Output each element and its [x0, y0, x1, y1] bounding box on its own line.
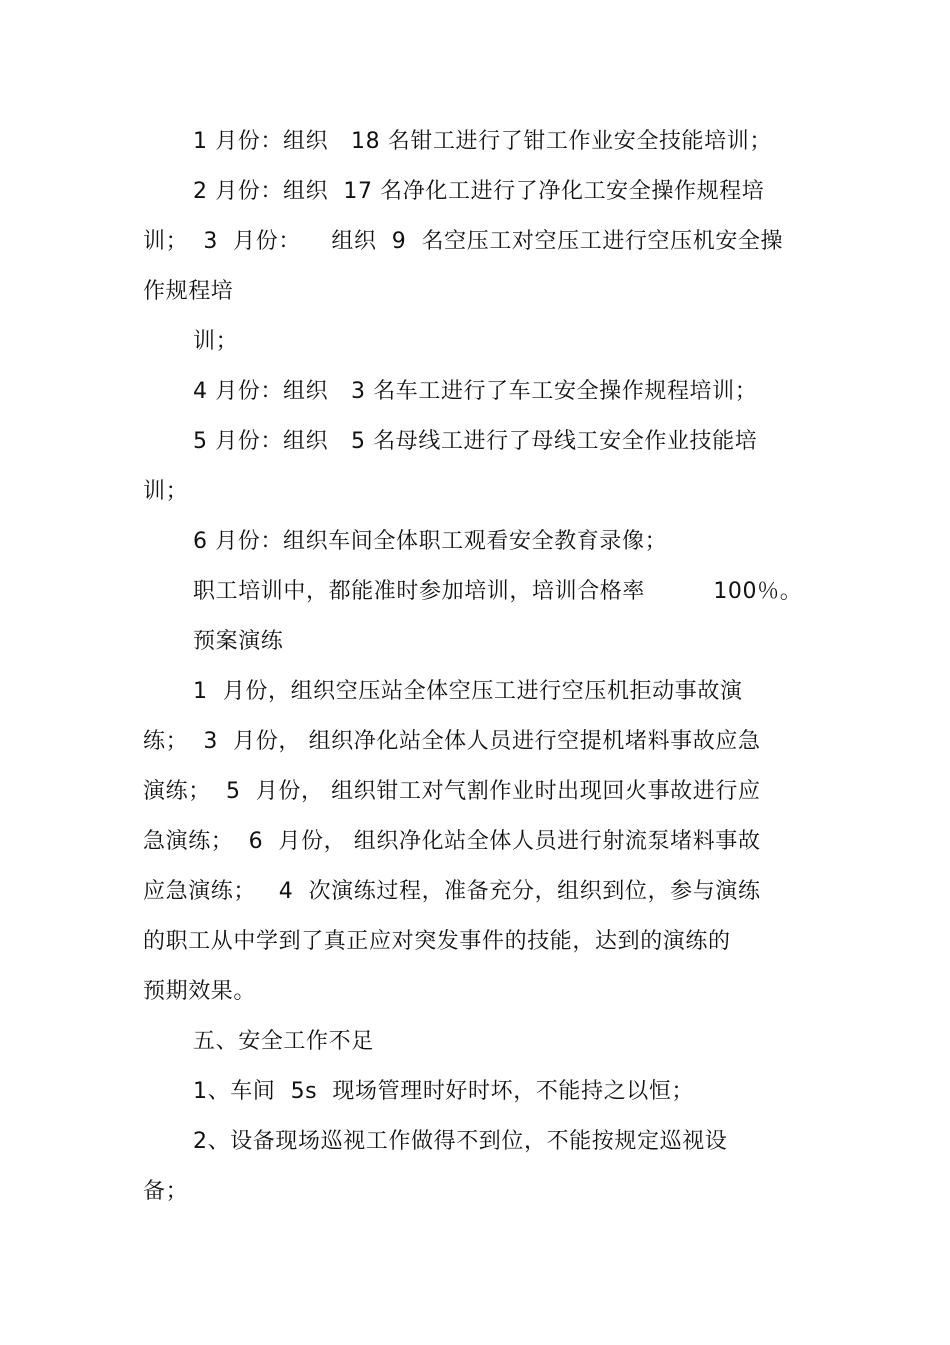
text-line-3: 训； 3 月份： 组织 9 名空压工对空压工进行空压机安全操 — [143, 229, 784, 254]
text-line-10: 职工培训中，都能准时参加培训，培训合格率 100％。 — [193, 579, 803, 604]
text-line-15: 急演练； 6 月份， 组织净化站全体人员进行射流泵堵料事故 — [143, 829, 761, 854]
text-line-22: 备； — [143, 1179, 189, 1204]
text-line-1: 1 月份：组织 18 名钳工进行了钳工作业安全技能培训； — [193, 129, 772, 154]
text-line-8: 训； — [143, 479, 189, 504]
text-line-21: 2、设备现场巡视工作做得不到位，不能按规定巡视设 — [193, 1129, 728, 1154]
text-line-18: 预期效果。 — [143, 979, 257, 1004]
text-line-4: 作规程培 — [143, 279, 234, 304]
text-line-6: 4 月份：组织 3 名车工进行了车工安全操作规程培训； — [193, 379, 758, 404]
text-line-16: 应急演练； 4 次演练过程，准备充分，组织到位，参与演练 — [143, 879, 761, 904]
text-line-14: 演练； 5 月份， 组织钳工对气割作业时出现回火事故进行应 — [143, 779, 761, 804]
text-line-9: 6 月份：组织车间全体职工观看安全教育录像； — [193, 529, 668, 554]
section-heading-drill: 预案演练 — [193, 629, 284, 654]
text-line-12: 1 月份，组织空压站全体空压工进行空压机拒动事故演 — [193, 679, 743, 704]
text-line-13: 练； 3 月份， 组织净化站全体人员进行空提机堵料事故应急 — [143, 729, 761, 754]
text-line-2: 2 月份：组织 17 名净化工进行了净化工安全操作规程培 — [193, 179, 765, 204]
text-line-5: 训； — [193, 329, 239, 354]
text-line-7: 5 月份：组织 5 名母线工进行了母线工安全作业技能培 — [193, 429, 758, 454]
text-line-17: 的职工从中学到了真正应对突发事件的技能，达到的演练的 — [143, 929, 731, 954]
section-heading-shortcomings: 五、安全工作不足 — [193, 1029, 374, 1054]
text-line-20: 1、车间 5s 现场管理时好时坏，不能持之以恒； — [193, 1079, 695, 1104]
